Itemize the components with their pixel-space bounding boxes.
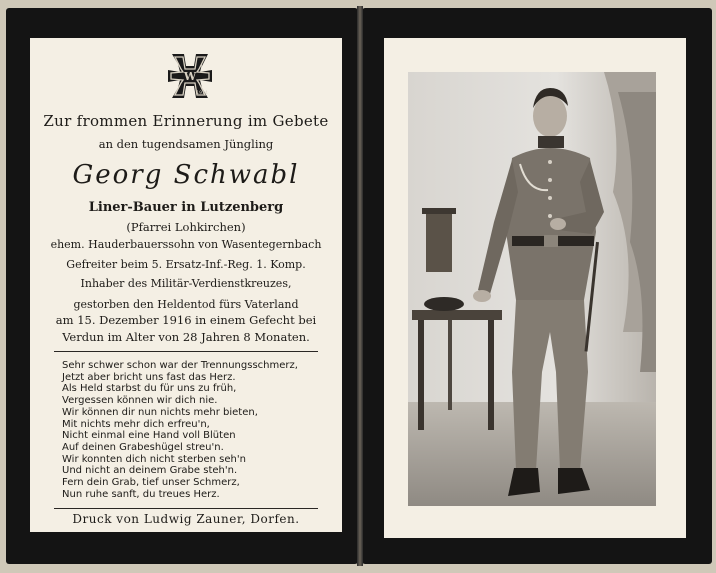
printer-credit: Druck von Ludwig Zauner, Dorfen.	[72, 512, 300, 526]
divider-bottom	[54, 508, 318, 509]
poem-line: Jetzt aber bricht uns fast das Herz.	[62, 371, 236, 383]
former-status: ehem. Hauderbauerssohn von Wasentegernbach	[50, 238, 322, 251]
card-fold	[357, 6, 363, 566]
death-line-3: Verdun im Alter von 28 Jahren 8 Monaten.	[62, 330, 310, 344]
death-line-2: am 15. Dezember 1916 in einem Gefecht bei	[55, 313, 317, 327]
poem-line: Nicht einmal eine Hand voll Blüten	[62, 430, 236, 442]
poem	[62, 360, 332, 500]
poem-line: Wir konnten dich nicht sterben seh'n	[62, 453, 246, 465]
poem-line: Mit nichts mehr dich erfreu'n,	[62, 418, 210, 430]
poem-line: Auf deinen Grabeshügel streu'n.	[62, 441, 224, 453]
poem-line: Sehr schwer schon war der Trennungsschmerz,	[62, 360, 298, 371]
poem-line: Nun ruhe sanft, du treues Herz.	[62, 488, 220, 500]
poem-line: Vergessen können wir dich nie.	[62, 395, 218, 407]
divider-top	[54, 351, 318, 352]
poem-line: Und nicht an deinem Grabe steh'n.	[62, 465, 238, 477]
parish: (Pfarrei Lohkirchen)	[126, 220, 246, 234]
deceased-name: Georg Schwabl	[72, 160, 300, 190]
header-line-2: an den tugendsamen Jüngling	[98, 137, 274, 151]
poem-line: Fern dein Grab, tief unser Schmerz,	[62, 477, 240, 489]
military-rank: Gefreiter beim 5. Ersatz-Inf.-Reg. 1. Komp.	[66, 258, 306, 271]
cross-year: 1914	[196, 91, 208, 96]
iron-cross-icon	[164, 50, 216, 102]
poem-line: Wir können dir nun nichts mehr bieten,	[62, 406, 258, 418]
decoration: Inhaber des Militär-Verdienstkreuzes,	[80, 277, 292, 290]
poem-line: Als Held starbst du für uns zu früh,	[62, 383, 237, 395]
header-line-1: Zur frommen Erinnerung im Gebete	[43, 112, 329, 130]
death-line-1: gestorben den Heldentod fürs Vaterland	[73, 298, 299, 311]
cross-letter: W	[183, 70, 197, 83]
occupation: Liner-Bauer in Lutzenberg	[88, 200, 284, 215]
soldier-portrait-photo	[408, 72, 656, 506]
